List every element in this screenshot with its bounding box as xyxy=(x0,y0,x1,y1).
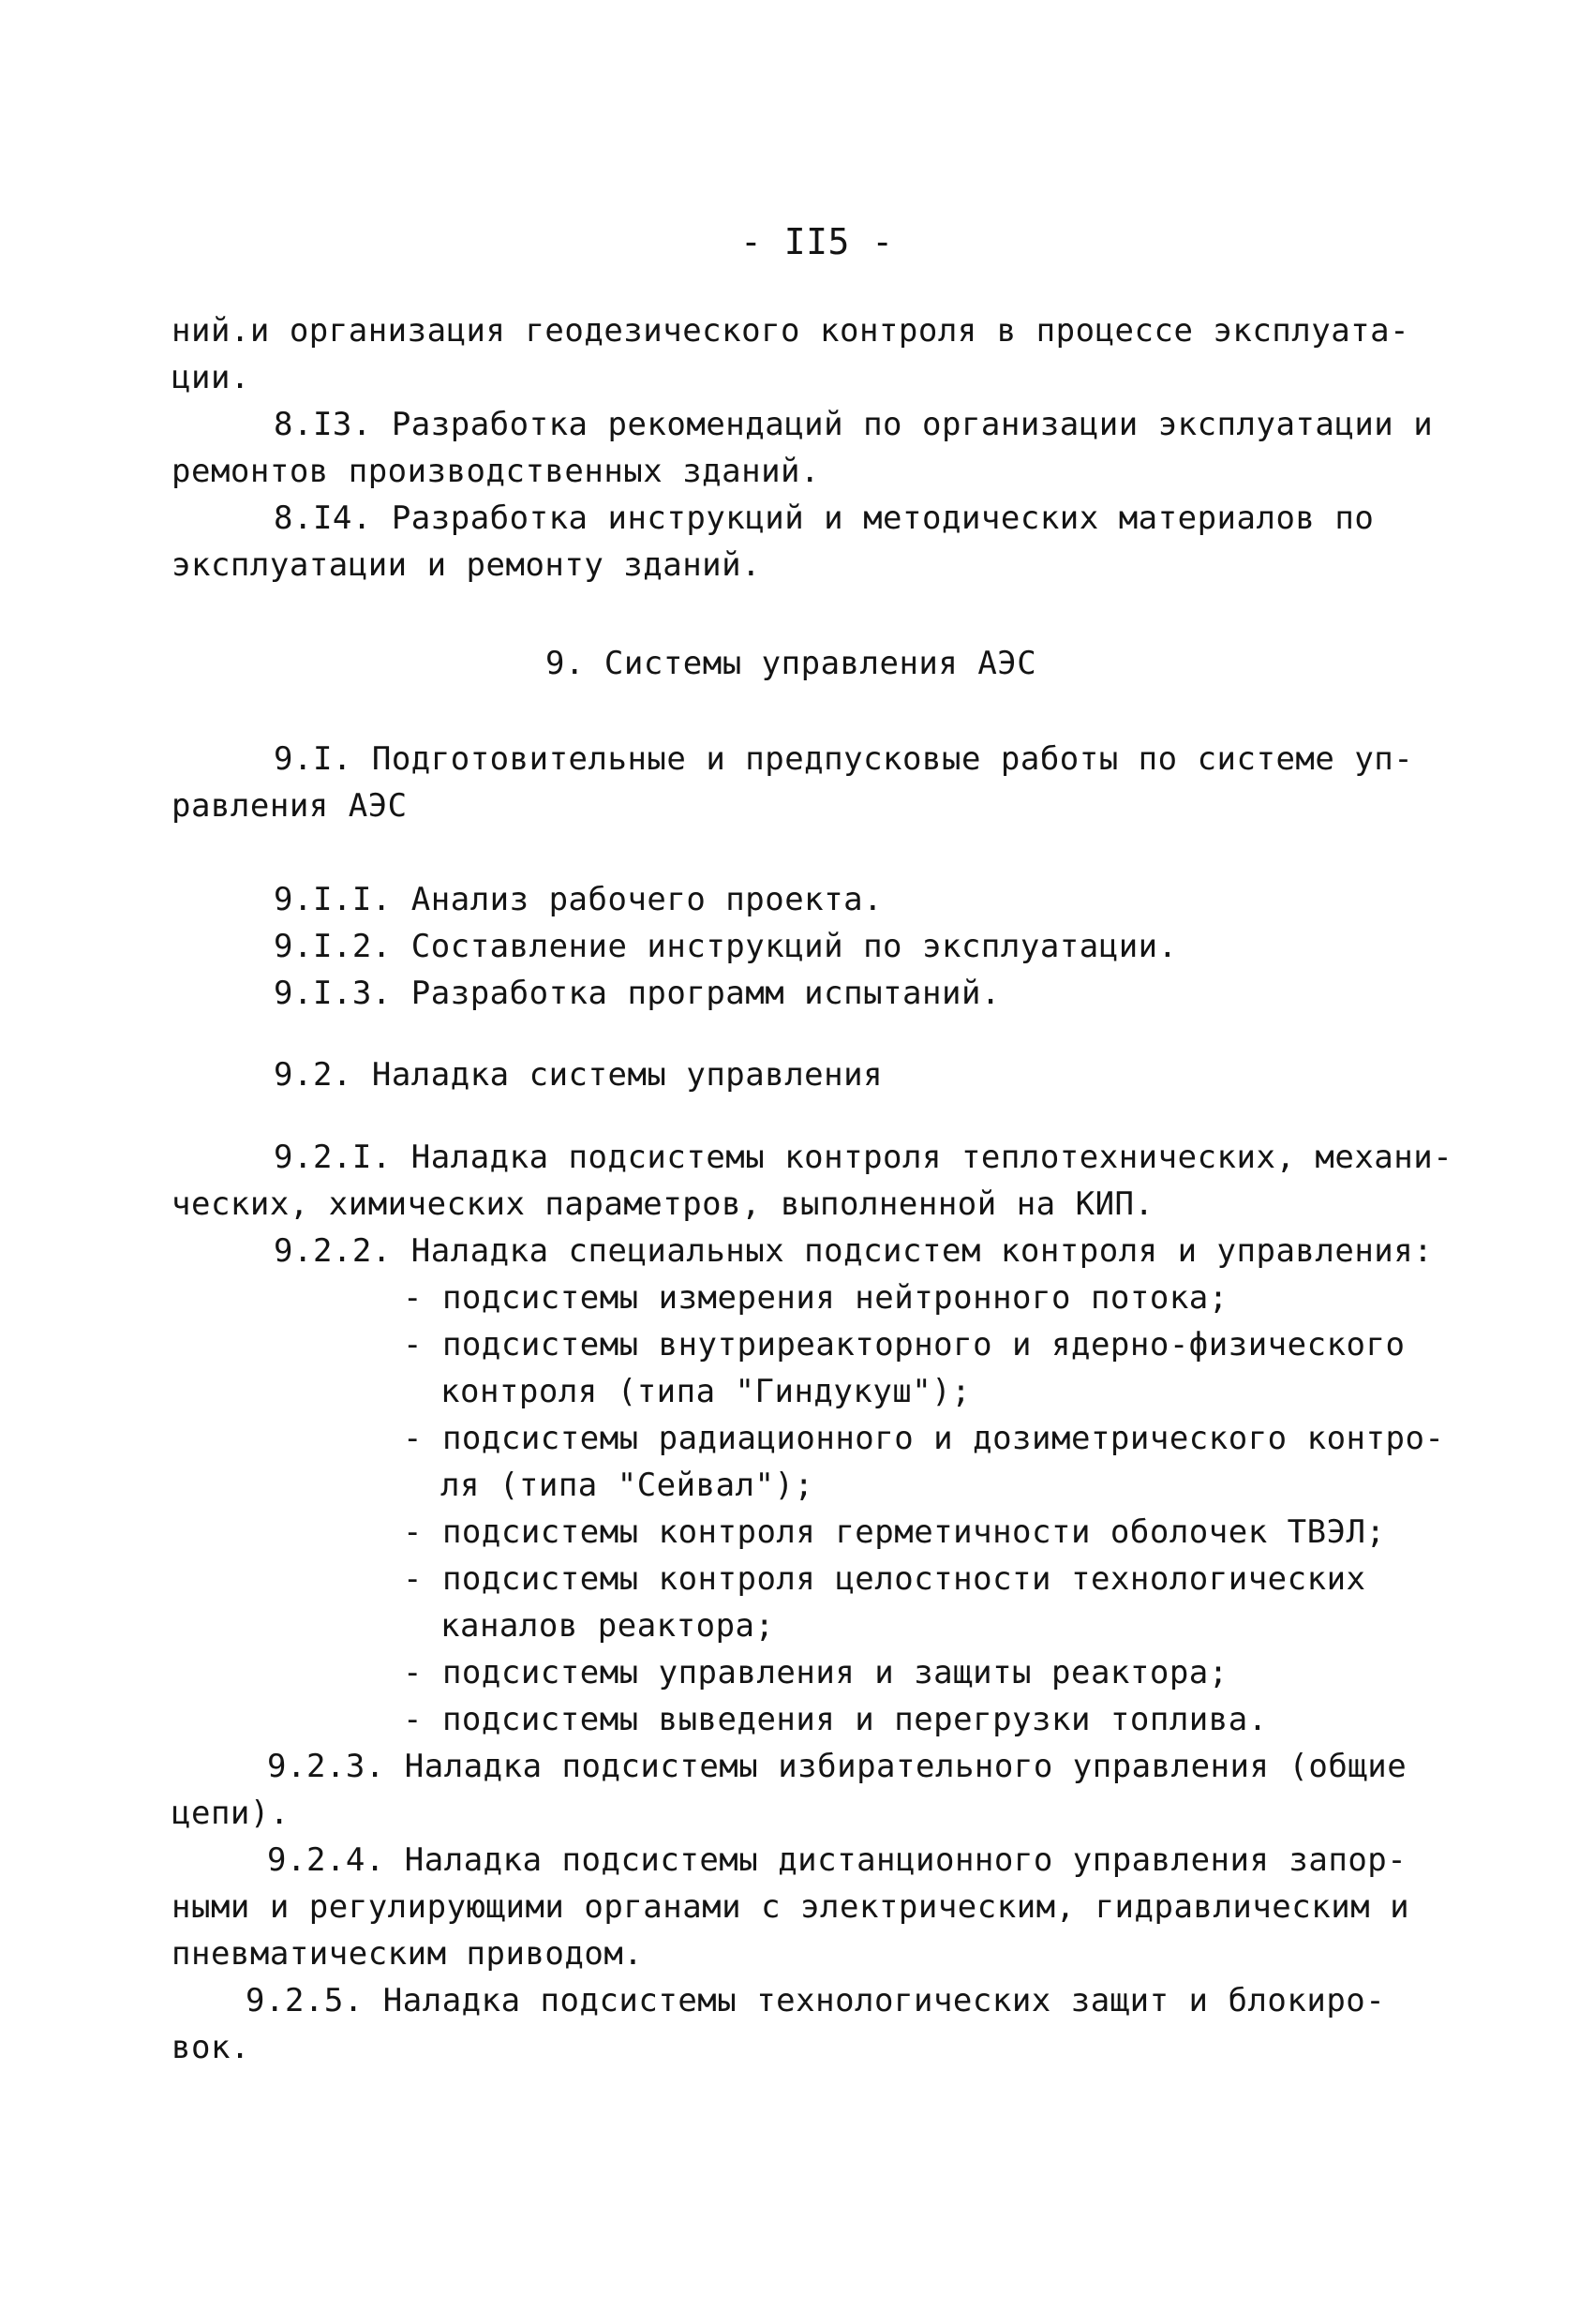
list-item: - подсистемы выведения и перегрузки топлива. xyxy=(403,1701,1268,1738)
list-item: - подсистемы внутриреакторного и ядерно-физического xyxy=(403,1326,1406,1363)
text-line: равления АЭС xyxy=(171,787,408,825)
text-line: 9.2.5. Наладка подсистемы технологических защит и блокиро- xyxy=(246,1982,1386,2019)
text-line: 9.2.2. Наладка специальных подсистем контроля и управления: xyxy=(274,1232,1434,1270)
text-line: ческих, химических параметров, выполненной на КИП. xyxy=(171,1185,1155,1223)
text-line: 9.I.3. Разработка программ испытаний. xyxy=(274,975,1001,1012)
list-item-continuation: контроля (типа "Гиндукуш"); xyxy=(440,1373,972,1410)
text-line: 9.I.2. Составление инструкций по эксплуатации. xyxy=(274,928,1178,965)
section-heading: 9. Системы управления АЭС xyxy=(545,645,1037,682)
text-line: 9.I. Подготовительные и предпусковые работы по системе уп- xyxy=(274,740,1414,778)
text-line: ремонтов производственных зданий. xyxy=(171,453,821,490)
list-item: - подсистемы измерения нейтронного потока; xyxy=(403,1279,1229,1317)
text-line: 9.2. Наладка системы управления xyxy=(274,1056,884,1094)
text-line: 8.I4. Разработка инструкций и методических материалов по xyxy=(274,499,1375,537)
list-item: - подсистемы контроля герметичности оболочек ТВЭЛ; xyxy=(403,1513,1386,1551)
text-line: 9.2.I. Наладка подсистемы контроля теплотехнических, механи- xyxy=(274,1139,1453,1176)
page-number: - II5 - xyxy=(740,221,894,262)
text-line: 9.2.4. Наладка подсистемы дистанционного управления запор- xyxy=(267,1841,1408,1879)
text-line: ции. xyxy=(171,359,250,396)
list-item-continuation: ля (типа "Сейвал"); xyxy=(440,1467,814,1504)
text-line: пневматическим приводом. xyxy=(171,1935,644,1973)
list-item: - подсистемы контроля целостности технологических xyxy=(403,1560,1366,1598)
text-line: 8.I3. Разработка рекомендаций по организации эксплуатации и xyxy=(274,406,1434,443)
text-line: ными и регулирующими органами с электрическим, гидравлическим и xyxy=(171,1888,1410,1926)
text-line: эксплуатации и ремонту зданий. xyxy=(171,546,762,584)
text-line: цепи). xyxy=(171,1795,290,1832)
text-line: 9.I.I. Анализ рабочего проекта. xyxy=(274,881,884,918)
text-line: ний.и организация геодезического контроля в процессе эксплуата- xyxy=(171,312,1410,350)
list-item: - подсистемы радиационного и дозиметрического контро- xyxy=(403,1420,1445,1457)
text-line: вок. xyxy=(171,2029,250,2066)
text-line: 9.2.3. Наладка подсистемы избирательного управления (общие xyxy=(267,1748,1408,1785)
list-item: - подсистемы управления и защиты реактора; xyxy=(403,1654,1229,1691)
list-item-continuation: каналов реактора; xyxy=(440,1607,775,1645)
